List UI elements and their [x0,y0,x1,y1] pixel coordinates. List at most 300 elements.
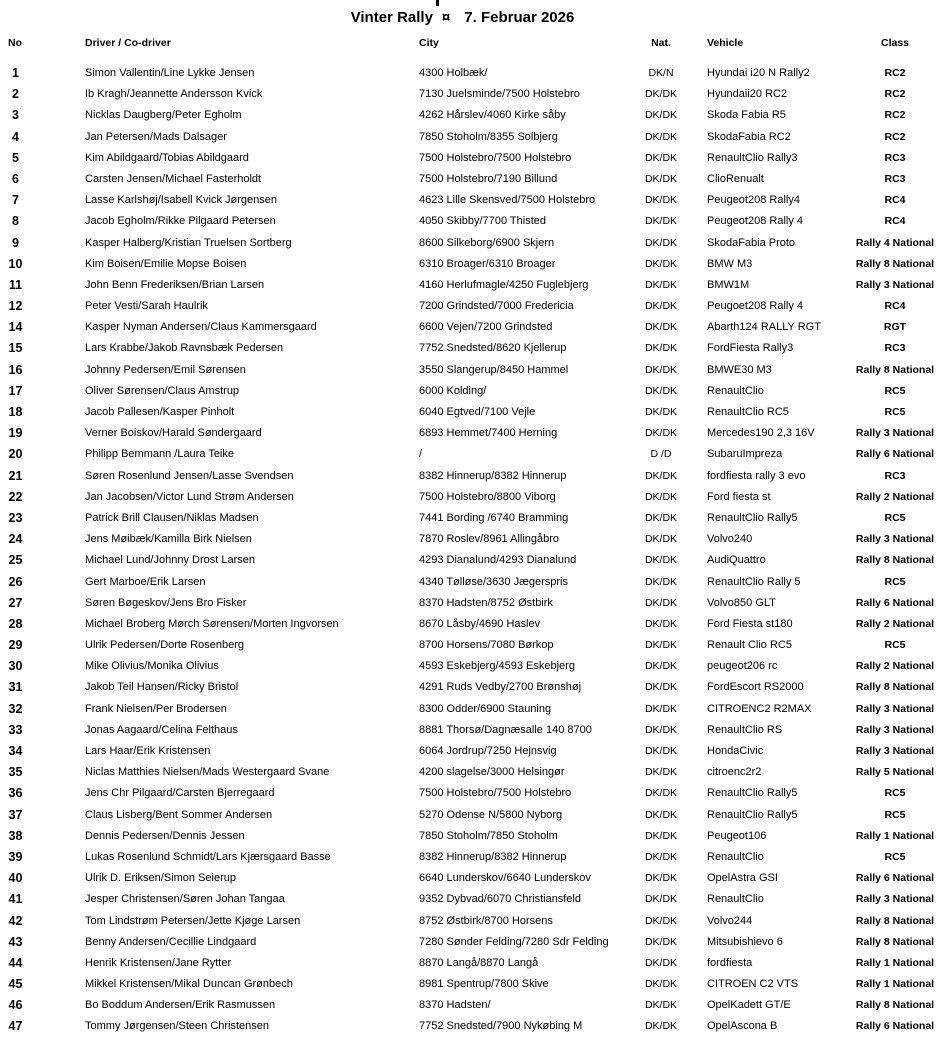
city: 4050 Skibby/7700 Thisted [419,215,546,228]
class: RC5 [884,511,906,524]
class: Rally 8 National [855,914,935,927]
entry-number: 19 [8,426,23,441]
table-row [0,656,950,677]
nationality: DK/DK [644,681,678,694]
table-row [0,508,950,529]
class: Rally 3 National [855,893,935,906]
table-row [0,211,950,232]
nationality: DK/DK [644,321,678,334]
nationality: DK/DK [644,88,678,101]
nationality: DK/DK [644,300,678,313]
class: RC3 [884,469,906,482]
class: RC5 [884,787,906,800]
driver-codriver: Carsten Jensen/Michael Fasterholdt [85,172,262,185]
nationality: DK/DK [644,617,678,630]
vehicle: OpelKadett GT/E [707,999,791,1012]
entry-number: 24 [8,532,23,547]
nationality: DK/DK [644,363,678,376]
class: RC2 [884,67,906,79]
city: 6064 Jordrup/7250 Hejnsvig [419,745,557,757]
class: Rally 2 National [855,660,935,673]
entry-number: 2 [12,87,19,102]
class: Rally 6 National [855,596,935,609]
class: Rally 6 National [855,448,935,461]
table-row [0,360,950,381]
city: 8881 Thorsø/Dagnæsalle 140 8700 [419,723,592,736]
driver-codriver: Jacob Egholm/Rikke Pilgaard Petersen [85,215,276,228]
class: Rally 8 National [855,363,935,376]
event-name: Vinter Rally [350,9,433,26]
table-row [0,953,950,974]
entry-number: 7 [12,193,19,208]
class: RC5 [884,850,906,863]
class: Rally 8 National [855,257,935,270]
table-row [0,233,950,254]
driver-codriver: Søren Bøgeskov/Jens Bro Fisker [85,596,247,609]
table-row [0,677,950,698]
driver-codriver: Patrick Brill Clausen/Niklas Madsen [85,511,259,524]
city: 8370 Hadsten/ [419,999,491,1012]
nationality: DK/DK [644,236,678,249]
entry-number: 23 [8,510,23,525]
city: 4300 Holbæk/ [419,67,488,79]
class: RC5 [884,808,906,821]
city: 8670 Låsby/4690 Haslev [419,617,541,630]
city: 7500 Holstebro/7500 Holstebro [419,151,572,164]
nationality: DK/DK [644,215,678,228]
table-row [0,1016,950,1037]
city: 7850 Stoholm/7850 Stoholm [419,829,558,842]
vehicle: Peugeot106 [707,829,767,842]
nationality: DK/DK [644,745,678,757]
table-row [0,169,950,190]
driver-codriver: Dennis Pedersen/Dennis Jessen [85,829,245,842]
driver-codriver: Tommy Jørgensen/Steen Christensen [85,1020,270,1033]
city: 7752 Snedsted/8620 Kjellerup [419,342,567,355]
vehicle: peugeot206 rc [707,660,778,673]
driver-codriver: Benny Andersen/Cecillie Lindgaard [85,935,257,948]
vehicle: fordfiesta rally 3 evo [707,469,806,482]
table-row [0,635,950,656]
city: 8870 Langå/8870 Langå [419,956,539,969]
nationality: DK/DK [644,427,678,440]
vehicle: RenaultClio Rally 5 [707,575,801,588]
city: 6600 Vejen/7200 Grindsted [419,321,553,334]
driver-codriver: John Benn Frederiksen/Brian Larsen [85,278,265,291]
driver-codriver: Ulrik D. Eriksen/Simon Seierup [85,872,236,885]
city: 7870 Roslev/8961 Allingåbro [419,533,560,546]
nationality: DK/DK [644,999,678,1012]
city: 7500 Holstebro/7500 Holstebro [419,787,572,800]
class: Rally 3 National [855,723,935,736]
col-header-vehicle: Vehicle [707,37,744,49]
city: 6310 Broager/6310 Broager [419,257,556,270]
table-row [0,254,950,275]
col-header-city: City [419,37,439,49]
entry-number: 31 [8,680,23,695]
driver-codriver: Jesper Christensen/Søren Johan Tangaa [85,893,285,906]
city: 9352 Dybvad/6070 Christiansfeld [419,893,582,906]
city: 3550 Slangerup/8450 Hammel [419,363,569,376]
driver-codriver: Mike Olivius/Monika Olivius [85,660,219,673]
driver-codriver: Michael Broberg Mørch Sørensen/Morten Ingvorsen [85,617,339,630]
entry-number: 44 [8,955,23,970]
entry-number: 15 [8,341,23,356]
nationality: D /D [650,448,672,461]
nationality: DK/DK [644,914,678,927]
city: 6000 Kolding/ [419,384,487,397]
entry-number: 18 [8,405,23,419]
entry-number: 26 [8,574,23,589]
entry-number: 33 [8,722,23,737]
vehicle: ClioRenualt [707,172,764,185]
class: Rally 1 National [855,956,935,969]
table-row [0,296,950,317]
class: Rally 8 National [855,554,935,567]
nationality: DK/DK [644,511,678,524]
class: Rally 3 National [855,278,935,291]
entry-number: 27 [8,595,23,610]
city: 8382 Hinnerup/8382 Hinnerup [419,469,567,482]
class: Rally 3 National [855,745,935,757]
table-row [0,402,950,423]
vehicle: Mitsubishievo 6 [707,935,783,948]
class: RC3 [884,172,906,185]
driver-codriver: Lars Krabbe/Jakob Ravnsbæk Pedersen [85,342,284,355]
vehicle: Abarth124 RALLY RGT [707,321,821,334]
table-row [0,932,950,953]
vehicle: Peugoet208 Rally 4 [707,300,804,313]
table-row [0,889,950,910]
entry-number: 10 [8,256,23,271]
city: 6893 Hemmet/7400 Herning [419,427,558,440]
vehicle: Peugeot208 Rally 4 [707,215,804,228]
nationality: DK/DK [644,257,678,270]
page-title [0,9,925,26]
city: 8382 Hinnerup/8382 Hinnerup [419,850,567,863]
class: Rally 6 National [855,872,935,885]
class: Rally 1 National [855,978,935,991]
nationality: DK/DK [644,978,678,991]
city: 6040 Egtved/7100 Vejle [419,406,536,418]
entry-number: 42 [8,913,23,928]
driver-codriver: Lars Haar/Erik Kristensen [85,745,211,757]
table-row [0,974,950,995]
table-row [0,127,950,148]
driver-codriver: Gert Marboe/Erik Larsen [85,575,206,588]
class: RC5 [884,406,906,418]
nationality: DK/DK [644,342,678,355]
entry-number: 1 [12,66,19,80]
driver-codriver: Lukas Rosenlund Schmidt/Lars Kjærsgaard Basse [85,850,331,863]
vehicle: Skoda Fabia R5 [707,109,786,122]
nationality: DK/DK [644,702,678,715]
entry-number: 28 [8,616,23,631]
class: Rally 8 National [855,999,935,1012]
entry-number: 22 [8,489,23,504]
city: 8700 Horsens/7080 Børkop [419,639,554,652]
entry-number: 41 [8,892,23,907]
city: 8370 Hadsten/8752 Østbirk [419,596,553,609]
vehicle: BMW M3 [707,257,753,270]
entry-number: 37 [8,807,23,822]
vehicle: Ford fiesta st [707,490,771,503]
driver-codriver: Jacob Pallesen/Kasper Pinholt [85,406,235,418]
class: RC3 [884,151,906,164]
table-row [0,741,950,762]
table-row [0,275,950,296]
vehicle: Hyundai i20 N Rally2 [707,67,810,79]
cropped-glyph-artifact [436,0,439,6]
driver-codriver: Jan Jacobsen/Victor Lund Strøm Andersen [85,490,294,503]
class: RC5 [884,575,906,588]
table-row [0,338,950,359]
vehicle: Peugeot208 Rally4 [707,194,800,207]
nationality: DK/DK [644,151,678,164]
driver-codriver: Niclas Matthies Nielsen/Mads Westergaard Svane [85,766,330,779]
nationality: DK/DK [644,109,678,122]
vehicle: RenaultClio [707,384,764,397]
driver-codriver: Bo Boddum Andersen/Erik Rasmussen [85,999,276,1012]
city: 7130 Juelsminde/7500 Holstebro [419,88,580,101]
class: RC3 [884,342,906,355]
class: RC5 [884,639,906,652]
table-header [0,37,950,51]
table-row [0,487,950,508]
class: Rally 5 National [855,766,935,779]
vehicle: BMW1M [707,278,750,291]
vehicle: RenaultClio Rally5 [707,787,798,800]
vehicle: RenaultClio Rally5 [707,808,798,821]
entry-number: 17 [8,383,23,398]
table-row [0,63,950,84]
nationality: DK/DK [644,130,678,143]
city: 8600 Silkeborg/6900 Skjern [419,236,555,249]
nationality: DK/DK [644,469,678,482]
table-row [0,466,950,487]
table-row [0,614,950,635]
city: 7441 Bording /6740 Bramming [419,511,569,524]
vehicle: FordFiesta Rally3 [707,342,794,355]
nationality: DK/DK [644,808,678,821]
table-row [0,826,950,847]
driver-codriver: Verner Boiskov/Harald Søndergaard [85,427,262,440]
entry-number: 36 [8,786,23,801]
driver-codriver: Søren Rosenlund Jensen/Lasse Svendsen [85,469,294,482]
table-row [0,317,950,338]
table-row [0,593,950,614]
entry-number: 16 [8,362,23,377]
vehicle: fordfiesta [707,956,753,969]
driver-codriver: Frank Nielsen/Per Brodersen [85,702,227,715]
class: Rally 6 National [855,1020,935,1033]
vehicle: SkodaFabia Proto [707,236,796,249]
city: 7500 Holstebro/7190 Billund [419,172,558,185]
entry-number: 9 [12,235,19,250]
entry-number: 4 [12,129,19,144]
class: RC4 [884,300,906,313]
nationality: DK/N [648,67,674,79]
class: RC2 [884,109,906,122]
entry-number: 25 [8,553,23,568]
vehicle: OpelAstra GSI [707,872,778,885]
vehicle: RenaultClio RS [707,723,783,736]
vehicle: OpelAscona B [707,1020,778,1033]
class: Rally 2 National [855,490,935,503]
entry-number: 38 [8,828,23,843]
entry-number: 21 [8,468,23,483]
entry-number: 39 [8,849,23,864]
city: 4623 Lille Skensved/7500 Holstebro [419,194,596,207]
city: 6640 Lunderskov/6640 Lunderskov [419,872,591,885]
city: 4200 slagelse/3000 Helsingør [419,766,565,779]
vehicle: CITROEN C2 VTS [707,978,799,991]
vehicle: HondaCivic [707,745,764,757]
table-row [0,84,950,105]
nationality: DK/DK [644,172,678,185]
class: RC4 [884,194,906,207]
nationality: DK/DK [644,639,678,652]
driver-codriver: Kim Abildgaard/Tobias Abildgaard [85,151,249,164]
table-row [0,995,950,1016]
table-row [0,190,950,211]
vehicle: AudiQuattro [707,554,766,567]
city: 7850 Stoholm/8355 Solbjerg [419,130,558,143]
class: Rally 8 National [855,935,935,948]
city: 4291 Ruds Vedby/2700 Brønshøj [419,681,582,694]
col-header-class: Class [880,37,910,49]
nationality: DK/DK [644,956,678,969]
table-row [0,805,950,826]
entry-number: 8 [12,214,19,229]
driver-codriver: Ulrik Pedersen/Dorte Rosenberg [85,639,244,652]
table-row [0,572,950,593]
table-row [0,911,950,932]
nationality: DK/DK [644,723,678,736]
city: 7500 Holstebro/8800 Viborg [419,490,556,503]
entry-number: 35 [8,765,23,780]
col-header-nat: Nat. [651,37,671,49]
driver-codriver: Jens Chr Pilgaard/Carsten Bjerregaard [85,787,275,800]
driver-codriver: Jonas Aagaard/Celina Felthaus [85,723,238,736]
city: 4340 Tølløse/3630 Jægerspris [419,575,568,588]
nationality: DK/DK [644,893,678,906]
driver-codriver: Johnny Pedersen/Emil Sørensen [85,363,246,376]
driver-codriver: Ib Kragh/Jeannette Andersson Kvick [85,88,263,101]
nationality: DK/DK [644,554,678,567]
driver-codriver: Kasper Halberg/Kristian Truelsen Sortberg [85,236,292,249]
driver-codriver: Claus Lisberg/Bent Sommer Andersen [85,808,273,821]
vehicle: RenaultClio RC5 [707,406,789,418]
vehicle: BMWE30 M3 [707,363,772,376]
vehicle: RenaultClio [707,893,764,906]
nationality: DK/DK [644,575,678,588]
driver-codriver: Jan Petersen/Mads Dalsager [85,130,227,143]
city: 8981 Spentrup/7800 Skive [419,978,549,991]
class: Rally 2 National [855,617,935,630]
class: RC2 [884,88,906,101]
city: 4160 Herlufmagle/4250 Fuglebjerg [419,278,589,291]
currency-separator: ¤ [441,9,451,26]
city: 4293 Dianalund/4293 Dianalund [419,554,577,567]
entry-number: 30 [8,659,23,674]
nationality: DK/DK [644,935,678,948]
vehicle: Renault Clio RC5 [707,639,792,652]
entry-rows [0,63,950,1038]
class: Rally 4 National [855,236,935,249]
nationality: DK/DK [644,1020,678,1033]
class: Rally 1 National [855,829,935,842]
city: 4593 Eskebjerg/4593 Eskebjerg [419,660,575,673]
vehicle: Volvo244 [707,914,753,927]
class: RC2 [884,130,906,143]
table-row [0,720,950,741]
nationality: DK/DK [644,384,678,397]
nationality: DK/DK [644,872,678,885]
class: RC5 [884,384,906,397]
entry-number: 3 [12,108,19,123]
table-row [0,550,950,571]
driver-codriver: Jakob Teil Hansen/Ricky Bristol [85,681,239,694]
vehicle: Ford Fiesta st180 [707,617,793,630]
vehicle: Volvo240 [707,533,753,546]
class: Rally 3 National [855,533,935,546]
driver-codriver: Kasper Nyman Andersen/Claus Kammersgaard [85,321,317,334]
driver-codriver: Michael Lund/Johnny Drost Larsen [85,554,255,567]
driver-codriver: Nicklas Daugberg/Peter Egholm [85,109,242,122]
table-row [0,762,950,783]
entry-number: 40 [8,871,23,886]
vehicle: Mercedes190 2,3 16V [707,427,815,440]
table-row [0,381,950,402]
class: RGT [883,321,907,334]
class: Rally 3 National [855,427,935,440]
entry-number: 46 [8,998,23,1013]
nationality: DK/DK [644,850,678,863]
vehicle: FordEscort RS2000 [707,681,804,694]
vehicle: RenaultClio Rally5 [707,511,798,524]
entry-number: 47 [8,1019,23,1034]
class: RC4 [884,215,906,228]
table-row [0,847,950,868]
table-row [0,699,950,720]
col-header-no: No [8,37,22,49]
driver-codriver: Kim Boisen/Emilie Mopse Boisen [85,257,247,270]
vehicle: RenaultClio Rally3 [707,151,798,164]
driver-codriver: Lasse Karlshøj/Isabell Kvick Jørgensen [85,194,277,207]
col-header-driver: Driver / Co-driver [85,37,171,49]
vehicle: citroenc2r2 [707,766,762,779]
nationality: DK/DK [644,406,678,418]
entry-number: 32 [8,701,23,716]
vehicle: SkodaFabia RC2 [707,130,791,143]
city: 7200 Grindsted/7000 Fredericia [419,300,574,313]
city: 8752 Østbirk/8700 Horsens [419,914,553,927]
table-row [0,423,950,444]
driver-codriver: Oliver Sørensen/Claus Amstrup [85,384,240,397]
table-row [0,105,950,126]
entry-number: 45 [8,977,23,992]
nationality: DK/DK [644,766,678,779]
entry-number: 6 [12,171,19,186]
city: 8300 Odder/6900 Stauning [419,702,552,715]
nationality: DK/DK [644,660,678,673]
nationality: DK/DK [644,533,678,546]
vehicle: SubaruImpreza [707,448,783,461]
event-date: 7. Februar 2026 [464,9,575,26]
table-row [0,868,950,889]
city: 5270 Odense N/5800 Nyborg [419,808,563,821]
